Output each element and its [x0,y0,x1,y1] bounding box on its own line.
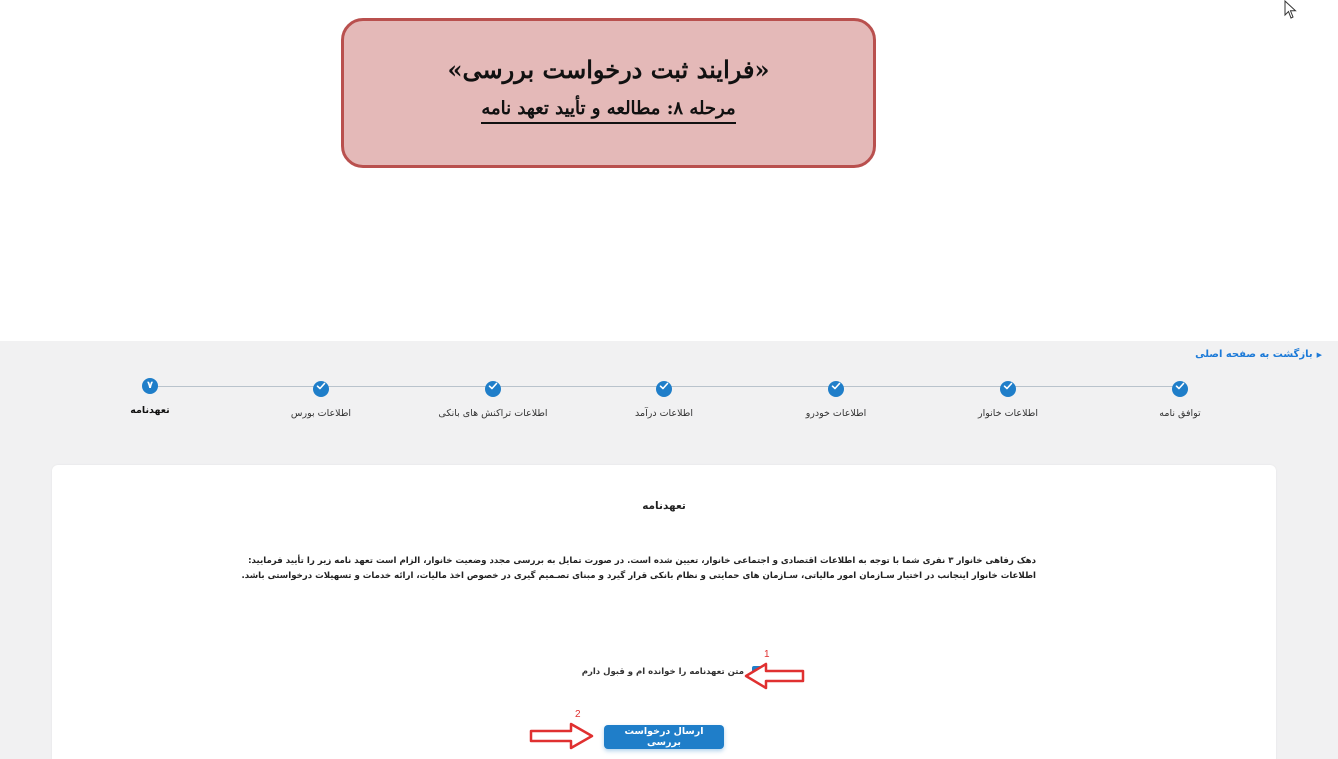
step-label: اطلاعات خانوار [978,408,1038,419]
step-label: اطلاعات تراکنش های بانکی [438,408,548,419]
check-icon [485,381,501,397]
check-icon [1000,381,1016,397]
back-to-home-link[interactable] [1195,349,1322,360]
mouse-cursor-icon [1284,0,1298,20]
step-label: اطلاعات خودرو [805,408,867,419]
step-income-info[interactable] [594,378,734,419]
check-icon [1172,381,1188,397]
check-icon [313,381,329,397]
step-number: ۷ [142,378,158,394]
step-commitment[interactable] [80,378,220,416]
caret-right-icon: ▶ [1316,351,1322,359]
step-stock-info[interactable] [251,378,391,419]
agree-label: متن تعهدنامه را خوانده ام و قبول دارم [581,667,744,677]
check-icon [656,381,672,397]
banner-subtitle: مرحله ۸: مطالعه و تأیید تعهد نامه [481,97,735,124]
step-vehicle-info[interactable] [766,378,906,419]
annotation-number: 2 [575,709,581,720]
instruction-banner [341,18,876,168]
step-label: توافق نامه [1159,408,1201,419]
banner-title: «فرایند ثبت درخواست بررسی» [447,55,770,84]
commitment-text-line: دهک رفاهی خانوار ۳ نفری شما با توجه به اطلاعات اقتصادی و اجتماعی خانوار، تعیین شده است. در صورت تمایل به بررسی مجدد وضعیت خانوار، الزام است تعهد نامه زیر را تأیید فرمایید: [248,556,1036,566]
commitment-text-line: اطلاعات خانوار اینجانب در اختیار سـازمان امور مالیاتی، سـازمان های حمایتی و نظام بانکی قرار گیرد و مبنای تصـمیم گیری در خصوص اخذ مالیات، ارائه خدمات و تسهیلات درخواستی باشد. [241,571,1036,581]
check-icon [828,381,844,397]
card-title: تعهدنامه [642,500,686,512]
step-label: تعهدنامه [130,405,170,416]
agree-row [564,666,764,678]
commitment-card [52,465,1276,759]
commitment-text [241,554,1036,584]
step-agreement[interactable] [1110,378,1250,419]
app-screen [0,341,1338,759]
submit-request-button[interactable]: ارسال درخواست بررسی [604,725,724,749]
step-label: اطلاعات بورس [290,408,352,419]
annotation-number: 1 [764,649,770,660]
annotation-arrow-right-icon [529,721,595,751]
step-bank-transactions[interactable] [423,378,563,419]
back-link-label: بازگشت به صفحه اصلی [1195,349,1313,360]
annotation-arrow-left-icon [744,661,806,691]
step-label: اطلاعات درآمد [635,408,693,419]
step-household-info[interactable] [938,378,1078,419]
